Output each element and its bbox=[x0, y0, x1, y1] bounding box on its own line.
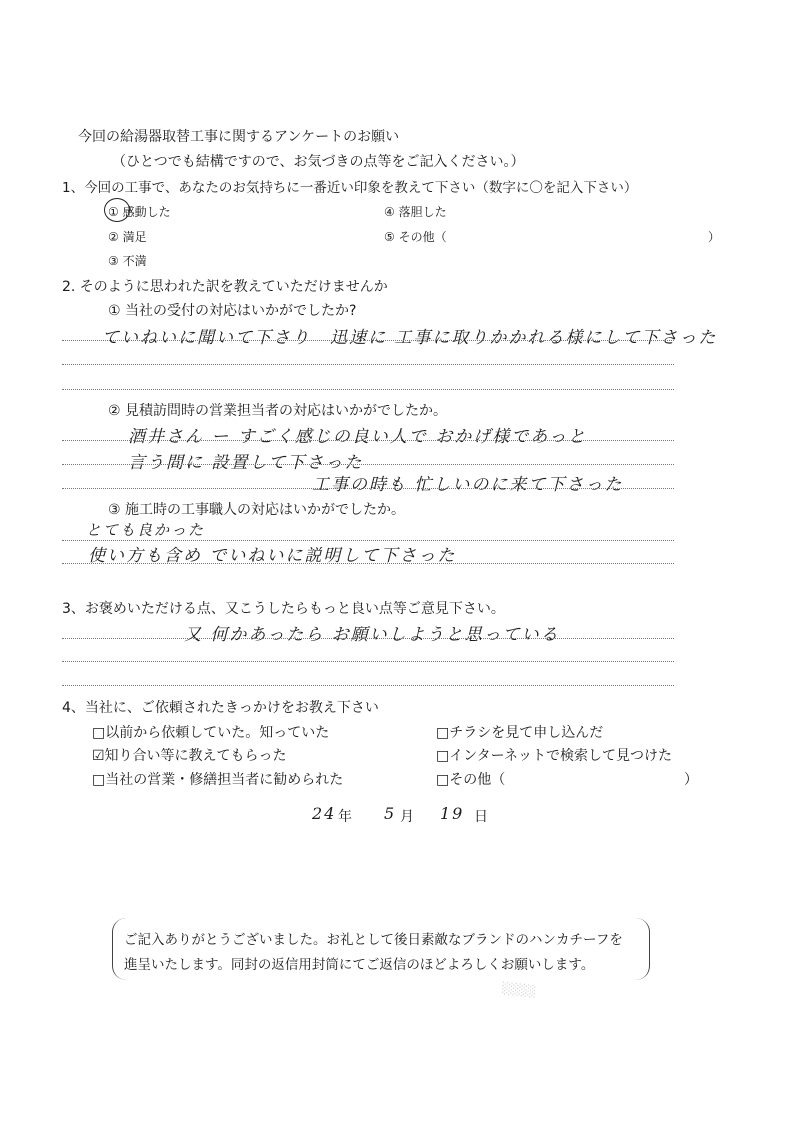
question-2: 2. そのように思われた訳を教えていただけませんか bbox=[62, 279, 388, 295]
survey-subtitle: （ひとつでも結構ですので、お気づきの点等をご記入ください。） bbox=[112, 154, 525, 170]
q4-option-other: □その他（ bbox=[436, 772, 506, 788]
q4-option-flyer: □チラシを見て申し込んだ bbox=[436, 725, 604, 741]
q2-sub-2: ② 見積訪問時の営業担当者の対応はいかがでしたか。 bbox=[108, 403, 447, 419]
q2-answer-3-line-2: 使い方も含め でいねいに説明して下さった bbox=[88, 546, 457, 566]
answer-line bbox=[62, 389, 674, 390]
q4-option-internet: □インターネットで検索して見つけた bbox=[436, 748, 672, 764]
answer-line bbox=[62, 440, 674, 441]
q2-answer-2-line-2: 言う間に 設置して下さった bbox=[128, 453, 364, 473]
q2-answer-3-line-1: とても良かった bbox=[86, 521, 206, 539]
q2-sub-1: ① 当社の受付の対応はいかがでしたか? bbox=[108, 303, 357, 319]
q1-option-2: ② 満足 bbox=[108, 230, 147, 244]
q4-option-acquaintance: ☑知り合い等に教えてもらった bbox=[92, 748, 287, 764]
q2-sub-3: ③ 施工時の工事職人の対応はいかがでしたか。 bbox=[108, 502, 405, 518]
q2-answer-2-line-1: 酒井さん ー すごく感じの良い人で おかげ様であっと bbox=[128, 427, 588, 447]
q2-answer-2-line-3: 工事の時も 忙しいのに来て下さった bbox=[312, 475, 624, 495]
date-month: 5 bbox=[384, 804, 397, 823]
q4-option-previous: □以前から依頼していた。知っていた bbox=[92, 725, 330, 741]
q4-option-other-close: ） bbox=[684, 772, 698, 788]
q1-option-3: ③ 不満 bbox=[108, 254, 147, 268]
faint-stamp-mark: ░░░░ bbox=[501, 981, 537, 999]
answer-line bbox=[62, 661, 674, 662]
q1-option-4: ④ 落胆した bbox=[384, 205, 447, 219]
survey-title: 今回の給湯器取替工事に関するアンケートのお願い bbox=[78, 129, 400, 145]
answer-line bbox=[62, 364, 674, 365]
answer-line bbox=[62, 540, 674, 541]
thank-you-line-1: ご記入ありがとうございました。お礼として後日素敵なブランドのハンカチーフを bbox=[124, 932, 623, 948]
q3-answer: 又 何かあったら お願いしようと思っている bbox=[184, 625, 560, 645]
answer-line bbox=[62, 685, 674, 686]
q1-option-5-close: ） bbox=[708, 230, 721, 244]
date-year-unit: 年 bbox=[338, 809, 352, 825]
date-day-unit: 日 bbox=[474, 809, 488, 825]
answer-line bbox=[62, 340, 674, 341]
q4-option-sales-rep: □当社の営業・修繕担当者に勧められた bbox=[92, 772, 344, 788]
question-1: 1、今回の工事で、あなたのお気持ちに一番近い印象を教えて下さい（数字に〇を記入下さい） bbox=[62, 180, 638, 196]
thank-you-line-2: 進呈いたします。同封の返信用封筒にてご返信のほどよろしくお願いします。 bbox=[124, 957, 595, 973]
answer-line bbox=[62, 488, 674, 489]
answer-line bbox=[62, 464, 674, 465]
answer-line bbox=[62, 638, 674, 639]
q1-option-1: ① 感動した bbox=[108, 205, 171, 219]
date-year: 24 bbox=[312, 804, 337, 823]
question-3: 3、お褒めいただける点、又こうしたらもっと良い点等ご意見下さい。 bbox=[62, 601, 505, 617]
date-day: 19 bbox=[440, 804, 465, 823]
date-month-unit: 月 bbox=[400, 809, 414, 825]
q1-option-5: ⑤ その他（ bbox=[384, 230, 447, 244]
q2-answer-1: ていねいに聞いて下さり 迅速に 工事に取りかかれる様にして下さった bbox=[102, 328, 718, 348]
question-4: 4、当社に、ご依頼されたきっかけをお教え下さい bbox=[62, 700, 379, 716]
answer-line bbox=[62, 563, 674, 564]
